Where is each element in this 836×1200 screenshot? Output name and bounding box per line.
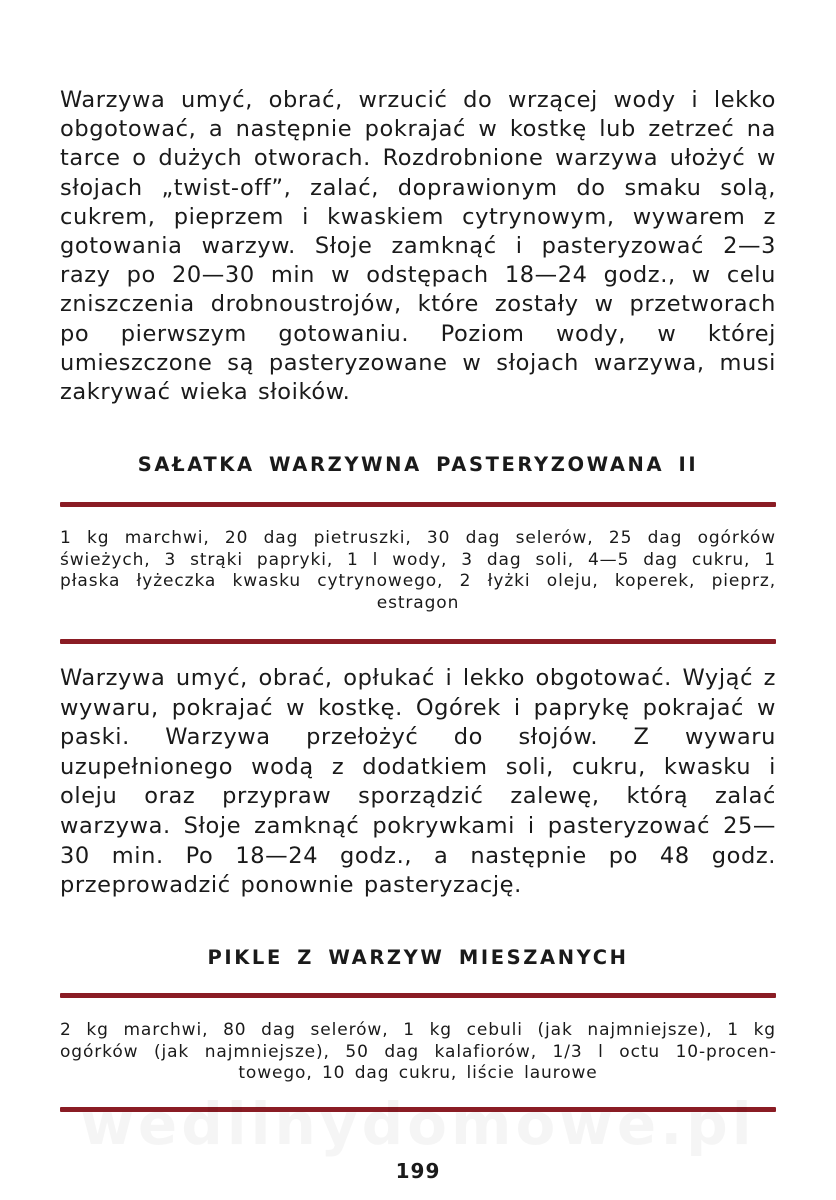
page-number: 199 [395,1159,441,1183]
ingredients-salad: 1 kg marchwi, 20 dag pietruszki, 30 dag selerów, 25 dag ogórków świeżych, 3 strąki papryki, 1 l wody, 3 dag soli, 4—5 dag cukru, 1 płaska łyżeczka kwasku cytrynowego, 2 łyżki oleju, koperek, pieprz, estragon [60,528,776,613]
instructions-salad: Warzywa umyć, obrać, opłukać i lekko obgotować. Wyjąć z wywaru, pokrajać w kostkę. Ogórek i paprykę pokrajać w paski. Warzywa przełożyć do słojów. Z wywaru uzupełnionego wodą z dodatkiem soli, cukru, kwasku i oleju oraz przypraw sporządzić zalewę, którą zalać warzywa. Słoje zamknąć pokrywkami i pasteryzować 25—30 min. Po 18—24 godz., a następnie po 48 godz. przeprowadzić ponownie pasteryzację. [60,665,776,899]
ingredients-pickles: 2 kg marchwi, 80 dag selerów, 1 kg cebuli (jak najmniejsze), 1 kg ogórków (jak najmniejsze), 50 dag kalafiorów, 1/3 l octu 10-procentowego, 10 dag cukru, liście laurowe [60,1020,776,1083]
recipe-title-pickles: PIKLE Z WARZYW MIESZANYCH [207,946,629,969]
divider-rule [60,502,776,507]
intro-paragraph: Warzywa umyć, obrać, wrzucić do wrzącej wody i lekko obgotować, a następnie pokrajać w kostkę lub zetrzeć na tarce o dużych otworach. Rozdrobnione warzywa ułożyć w słojach „twist-off”, zalać, doprawionym do smaku solą, cukrem, pieprzem i kwaskiem cytrynowym, wywarem z gotowania warzyw. Słoje zamknąć i pasteryzować 2—3 razy po 20—30 min w odstępach 18—24 godz., w celu zniszczenia drobnoustrojów, które zostały w przetworach po pierwszym gotowaniu. Poziom wody, w której umieszczone są pasteryzowane w słojach warzywa, musi zakrywać wieka słoików. [60,87,776,406]
recipe-title-salad: SAŁATKA WARZYWNA PASTERYZOWANA II [137,453,699,476]
watermark [0,1090,836,1158]
divider-rule [60,639,776,644]
divider-rule [60,993,776,998]
